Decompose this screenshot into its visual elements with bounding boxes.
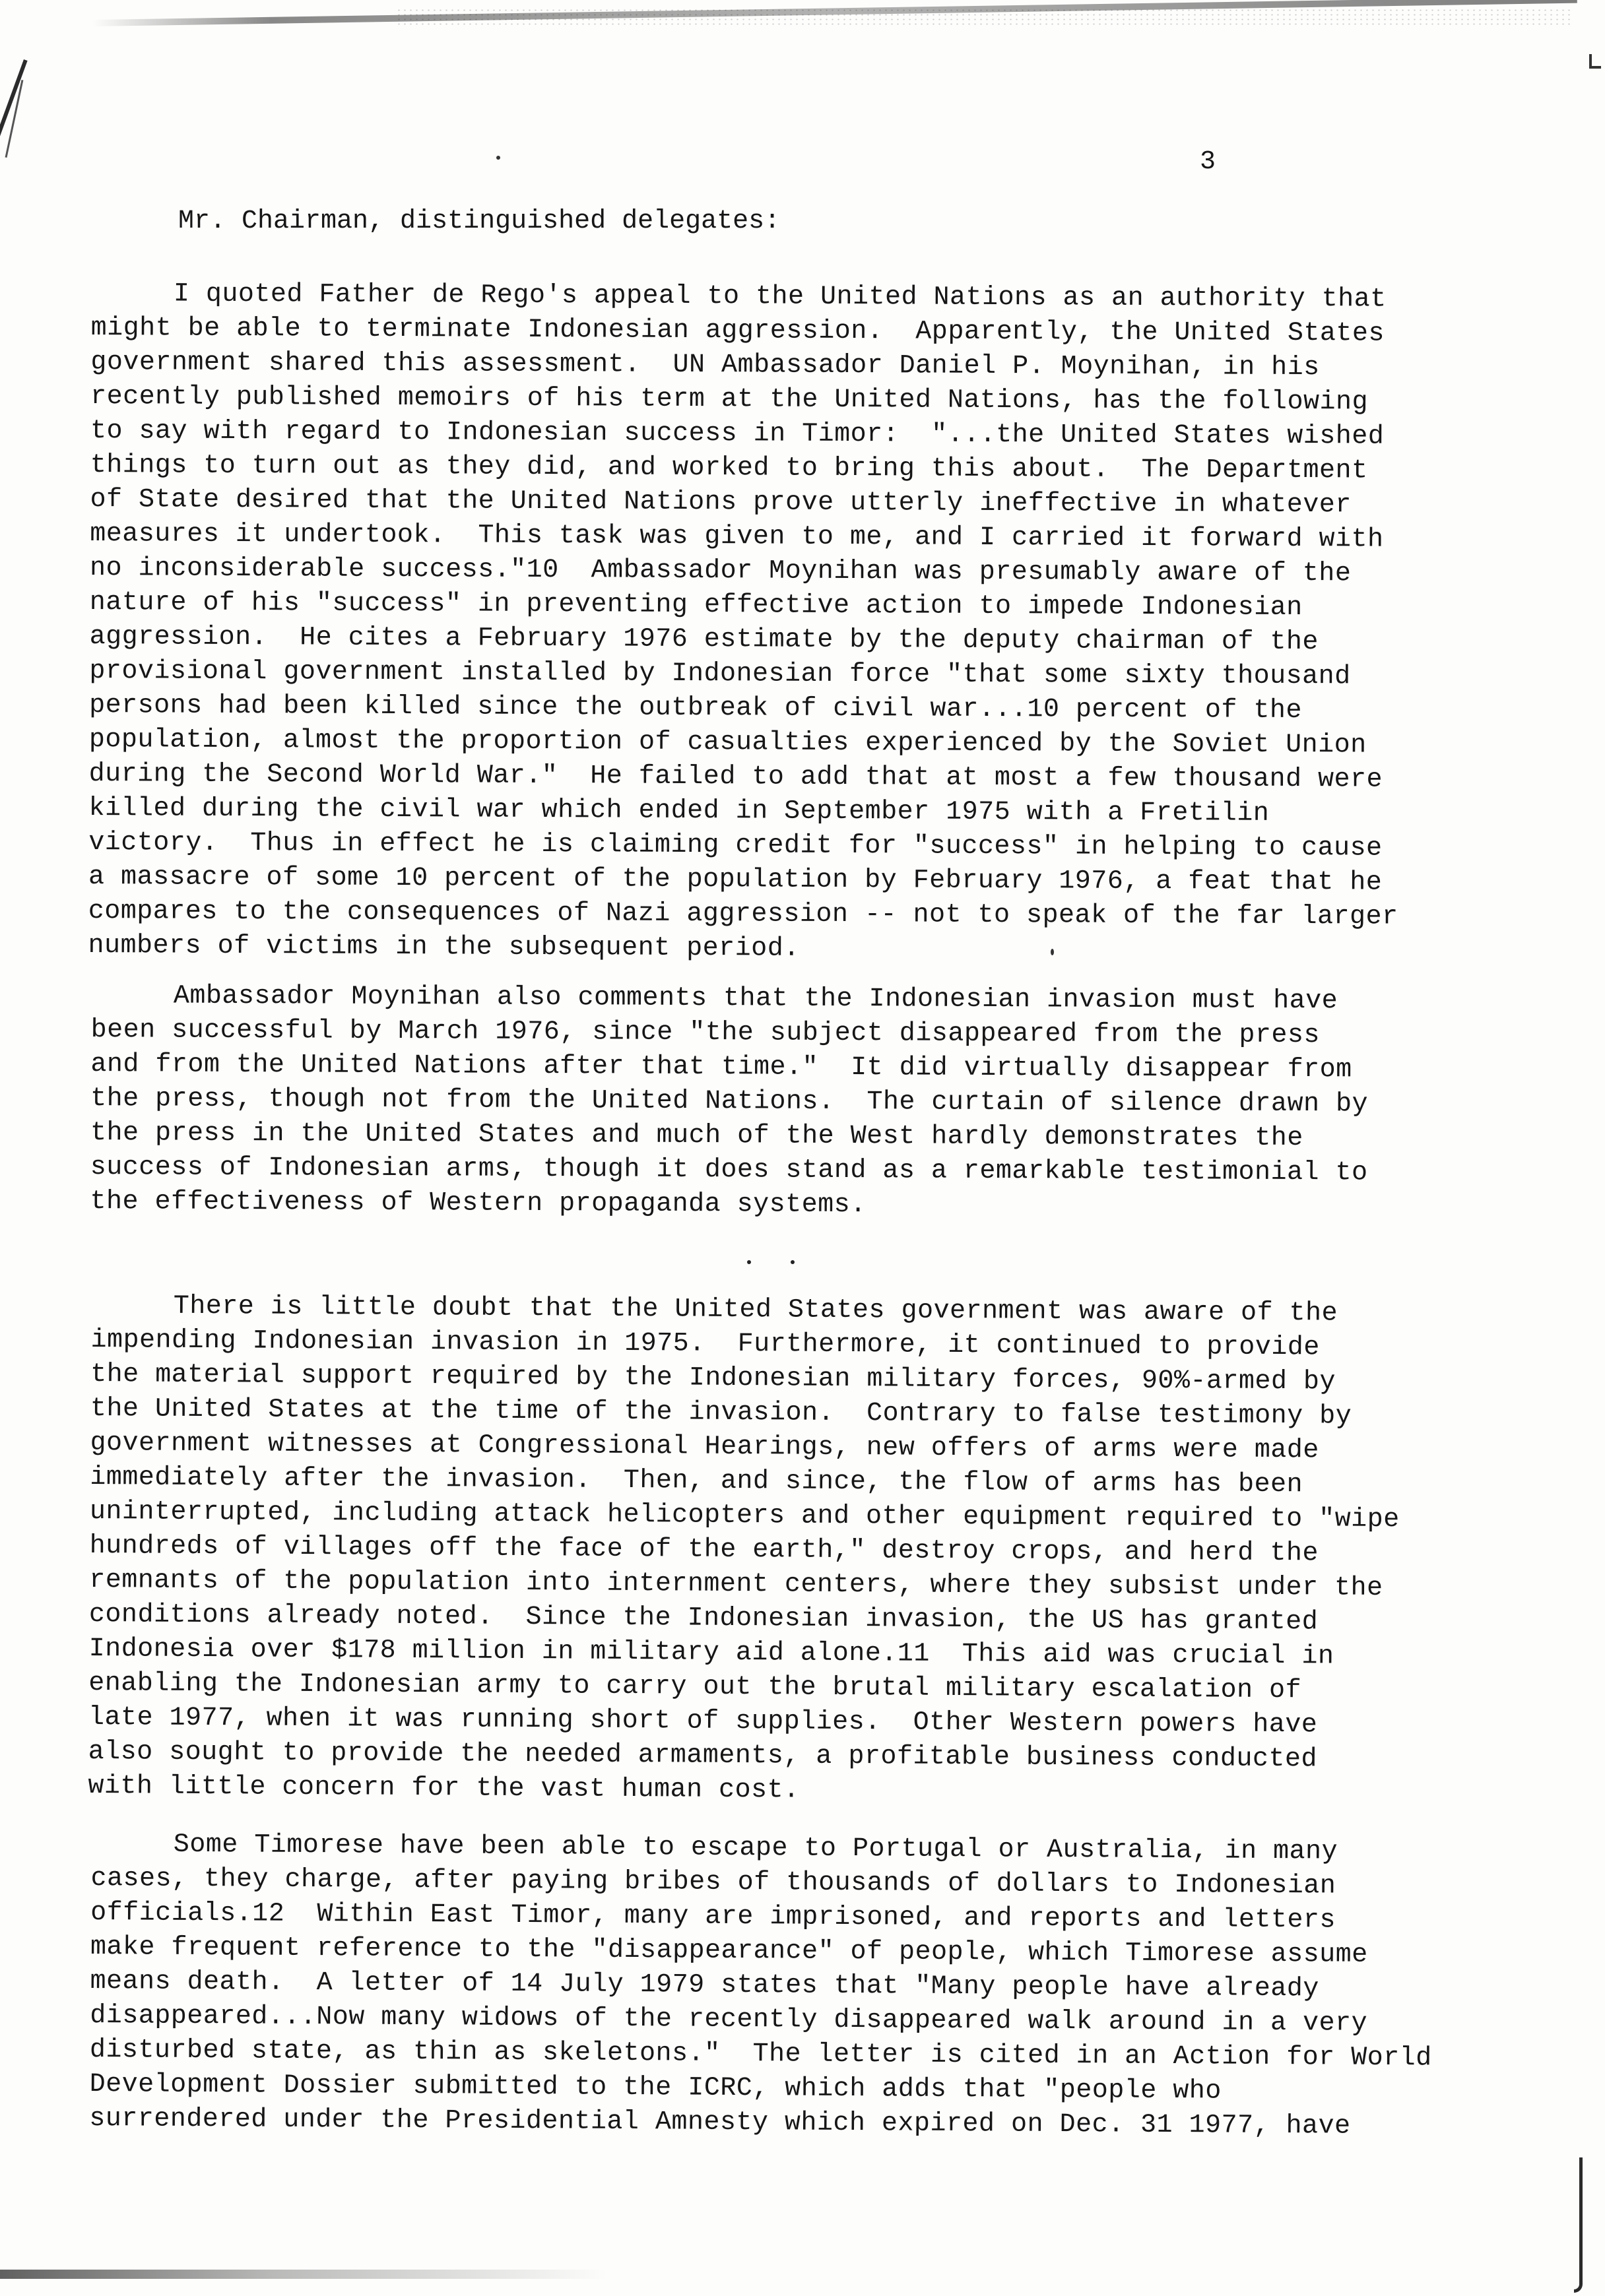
scan-corner-mark [1589,54,1601,69]
text-line: success of Indonesian arms, though it does stand as a remarkable testimonial to [90,1152,1368,1188]
text-line: government shared this assessment. UN Ambassador Daniel P. Moynihan, in his [90,347,1320,383]
paragraph [89,1828,1543,2145]
text-line: enabling the Indonesian army to carry out the brutal military escalation of [88,1668,1302,1706]
scan-noise-top [396,8,1571,28]
text-line: might be able to terminate Indonesian aggression. Apparently, the United States [90,313,1385,349]
separator-dot [791,1260,795,1264]
text-line: conditions already noted. Since the Indonesian invasion, the US has granted [88,1599,1319,1638]
text-line: been successful by March 1976, since "the subject disappeared from the press [90,1015,1321,1051]
text-line: hundreds of villages off the face of the earth," destroy crops, and herd the [89,1531,1319,1569]
text-line: impending Indonesian invasion in 1975. Furthermore, it continued to provide [90,1325,1320,1363]
text-line: Some Timorese have been able to escape to Portugal or Australia, in many [173,1830,1338,1867]
scan-edge-bottom [0,2270,1518,2279]
paragraph [88,1289,1543,1812]
text-line: numbers of victims in the subsequent period. [88,930,800,964]
text-line: disappeared...Now many widows of the recently disappeared walk around in a very [90,2000,1368,2039]
text-line: Ambassador Moynihan also comments that the Indonesian invasion must have [173,981,1338,1017]
text-line: no inconsiderable success."10 Ambassador Moynihan was presumably aware of the [89,553,1352,589]
text-line: means death. A letter of 14 July 1979 states that "Many people have already [90,1966,1319,2004]
text-line: compares to the consequences of Nazi aggression -- not to speak of the far larger [88,896,1398,932]
text-line: victory. Thus in effect he is claiming credit for "success" in helping to cause [88,827,1383,864]
page-number: 3 [1200,147,1216,177]
text-line: surrendered under the Presidential Amnesty which expired on Dec. 31 1977, have [89,2103,1351,2142]
text-line: make frequent reference to the "disappearance" of people, which Timorese assume [90,1932,1368,1970]
text-line: things to turn out as they did, and worked to bring this about. The Department [90,450,1368,486]
text-line: I quoted Father de Rego's appeal to the United Nations as an authority that [173,279,1387,315]
text-line: killed during the civil war which ended in September 1975 with a Fretilin [88,793,1270,829]
text-line: disturbed state, as thin as skeletons." The letter is cited in an Action for World [89,2035,1432,2074]
text-line: provisional government installed by Indonesian force "that some sixty thousand [89,656,1351,692]
text-line: during the Second World War." He failed to add that at most a few thousand were [88,759,1383,795]
scan-page-curl [1574,2157,1583,2293]
separator-dot [747,1260,751,1264]
text-line: of State desired that the United Nations prove utterly ineffective in whatever [90,484,1352,521]
text-line: officials.12 Within East Timor, many are imprisoned, and reports and letters [90,1897,1336,1936]
text-line: also sought to provide the needed armaments, a profitable business conducted [88,1737,1318,1775]
text-line: Development Dossier submitted to the ICRC, which adds that "people who [89,2069,1222,2107]
scan-edge-left [0,59,28,247]
paragraph [88,277,1543,970]
text-line: remnants of the population into internment centers, where they subsist under the [89,1565,1383,1603]
text-line: the press, though not from the United Nations. The curtain of silence drawn by [90,1083,1369,1120]
text-line: with little concern for the vast human cost. [88,1771,800,1806]
salutation: Mr. Chairman, distinguished delegates: [178,207,781,236]
text-line: a massacre of some 10 percent of the population by February 1976, a feat that he [88,862,1383,898]
text-line: cases, they charge, after paying bribes of thousands of dollars to Indonesian [90,1863,1336,1901]
text-line: measures it undertook. This task was given to me, and I carried it forward with [90,519,1384,555]
paragraph [90,979,1543,1226]
scan-speck [496,156,500,160]
text-line: population, almost the proportion of casualties experienced by the Soviet Union [88,724,1367,761]
text-line: government witnesses at Congressional Hearings, new offers of arms were made [90,1428,1319,1466]
text-line: late 1977, when it was running short of supplies. Other Western powers have [88,1702,1318,1740]
text-line: aggression. He cites a February 1976 estimate by the deputy chairman of the [89,622,1319,658]
text-line: immediately after the invasion. Then, and since, the flow of arms has been [90,1462,1303,1500]
text-line: nature of his "success" in preventing effective action to impede Indonesian [89,587,1303,623]
text-line: recently published memoirs of his term at the United Nations, has the following [90,381,1369,418]
text-line: There is little doubt that the United States government was aware of the [173,1291,1338,1329]
text-line: the press in the United States and much of the West hardly demonstrates the [90,1118,1303,1154]
text-line: the United States at the time of the invasion. Contrary to false testimony by [90,1393,1352,1432]
text-line: to say with regard to Indonesian success in Timor: "...the United States wished [90,416,1385,452]
text-line: Indonesia over $178 million in military aid alone.11 This aid was crucial in [88,1634,1334,1672]
text-line: persons had been killed since the outbreak of civil war...10 percent of the [89,690,1303,726]
text-line: the material support required by the Indonesian military forces, 90%-armed by [90,1359,1336,1397]
text-line: the effectiveness of Western propaganda systems. [90,1186,867,1221]
text-line: and from the United Nations after that time." It did virtually disappear from [90,1049,1352,1085]
text-line: uninterrupted, including attack helicopters and other equipment required to "wipe [89,1496,1400,1535]
